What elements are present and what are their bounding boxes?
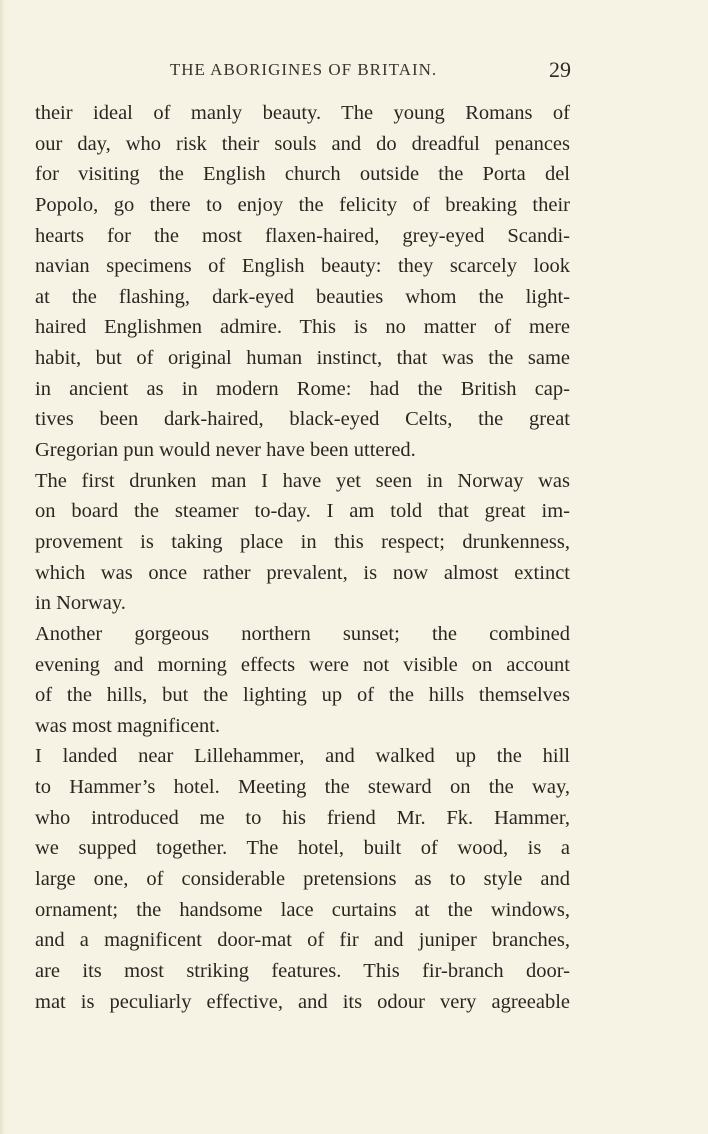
text-line: of the hills, but the lighting up of the hills themselves	[35, 684, 570, 707]
page-number: 29	[549, 57, 571, 82]
running-head	[36, 56, 571, 86]
text-line: our day, who risk their souls and do dreadful penances	[35, 132, 570, 155]
text-line: tives been dark-haired, black-eyed Celts, the great	[35, 408, 570, 431]
text-line: in Norway.	[35, 592, 126, 615]
running-title: THE ABORIGINES OF BRITAIN.	[169, 60, 438, 79]
text-line: at the flashing, dark-eyed beauties whom the light-	[35, 285, 570, 308]
text-line: we supped together. The hotel, built of wood, is a	[35, 837, 570, 860]
text-line: provement is taking place in this respect; drunkenness,	[35, 530, 570, 553]
text-line: The first drunken man I have yet seen in Norway was	[35, 469, 570, 492]
text-line: ornament; the handsome lace curtains at the windows,	[35, 898, 570, 921]
text-line: are its most striking features. This fir-branch door-	[35, 959, 570, 982]
text-line: Gregorian pun would never have been uttered.	[35, 439, 416, 462]
text-line: mat is peculiarly effective, and its odour very agreeable	[35, 990, 570, 1013]
page-edge	[0, 0, 5, 1134]
text-line: and a magnificent door-mat of fir and juniper branches,	[35, 929, 570, 952]
text-line: I landed near Lillehammer, and walked up the hill	[35, 745, 570, 768]
text-line: their ideal of manly beauty. The young Romans of	[35, 102, 570, 124]
text-line: navian specimens of English beauty: they scarcely look	[35, 255, 570, 278]
text-line: large one, of considerable pretensions as to style and	[35, 868, 570, 891]
text-line: habit, but of original human instinct, that was the same	[35, 347, 570, 370]
text-line: on board the steamer to-day. I am told that great im-	[35, 500, 570, 523]
text-line: haired Englishmen admire. This is no matter of mere	[35, 316, 570, 339]
text-line: for visiting the English church outside the Porta del	[35, 163, 570, 186]
text-line: to Hammer’s hotel. Meeting the steward on the way,	[35, 776, 570, 799]
text-line: which was once rather prevalent, is now almost extinct	[35, 561, 570, 584]
body-text	[35, 98, 570, 1017]
text-line: was most magnificent.	[35, 714, 221, 737]
text-line: who introduced me to his friend Mr. Fk. Hammer,	[35, 806, 570, 829]
text-line: in ancient as in modern Rome: had the British cap-	[35, 377, 570, 400]
text-line: evening and morning effects were not visible on account	[35, 653, 570, 676]
text-line: Popolo, go there to enjoy the felicity of breaking their	[35, 193, 570, 216]
text-line: Another gorgeous northern sunset; the combined	[35, 622, 570, 645]
text-line: hearts for the most flaxen-haired, grey-eyed Scandi-	[35, 224, 570, 247]
